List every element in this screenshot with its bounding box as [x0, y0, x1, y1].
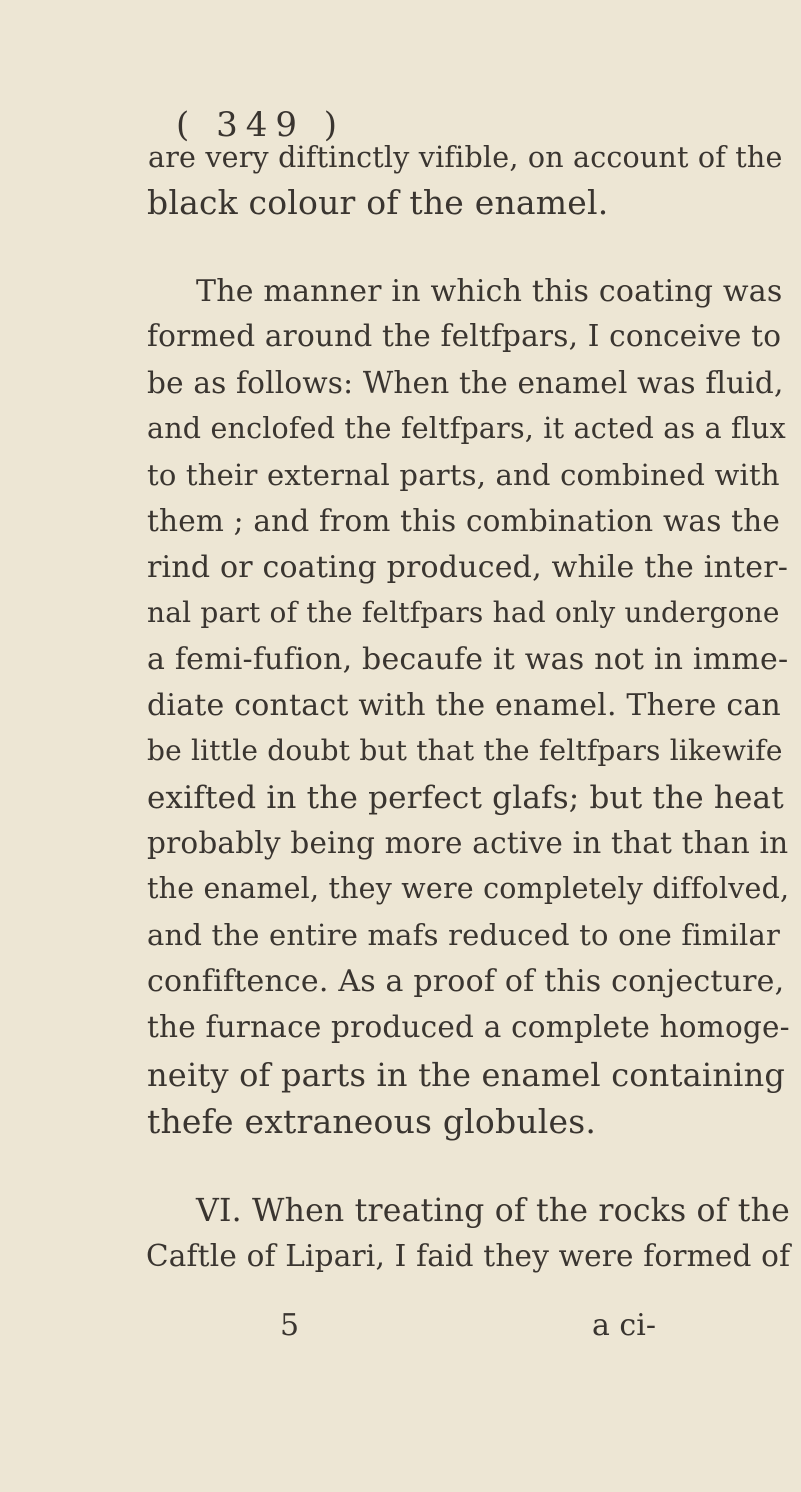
text-line-6: and enclofed the feltfpars, it acted as a flux — [147, 412, 786, 445]
text-line-19: the furnace produced a complete homoge- — [147, 1010, 790, 1044]
text-line-17: and the entire mafs reduced to one fimilar — [147, 918, 781, 952]
text-line-1: are very diftinctly vifible, on account of the — [148, 141, 783, 174]
text-line-20: neity of parts in the enamel containing — [147, 1056, 786, 1094]
text-line-2: black colour of the enamel. — [147, 183, 609, 222]
text-line-5: be as follows: When the enamel was fluid, — [147, 366, 784, 400]
text-line-13: be little doubt but that the feltfpars likewife — [147, 734, 783, 767]
text-line-11: a femi-fufion, becaufe it was not in imme- — [147, 642, 789, 677]
text-line-18: confiftence. As a proof of this conjecture, — [147, 964, 785, 999]
text-line-22: VI. When treating of the rocks of the — [196, 1193, 790, 1229]
catchword: a ci- — [592, 1308, 656, 1343]
text-line-15: probably being more active in that than in — [147, 826, 789, 860]
text-line-8: them ; and from this combination was the — [147, 504, 781, 538]
text-line-23: Caftle of Lipari, I faid they were formed of — [146, 1239, 791, 1273]
text-line-9: rind or coating produced, while the inter- — [147, 550, 789, 585]
text-line-14: exifted in the perfect glafs; but the heat — [147, 780, 784, 816]
text-line-3: The manner in which this coating was — [196, 274, 783, 309]
page-number-header: ( 349 ) — [176, 105, 346, 145]
text-line-21: thefe extraneous globules. — [147, 1102, 597, 1141]
signature-mark: 5 — [280, 1308, 300, 1343]
text-line-7: to their external parts, and combined with — [147, 458, 780, 492]
text-line-16: the enamel, they were completely diffolved, — [147, 872, 790, 905]
text-line-4: formed around the feltfpars, I conceive to — [147, 319, 782, 353]
text-line-12: diate contact with the enamel. There can — [147, 688, 781, 723]
text-line-10: nal part of the feltfpars had only undergone — [147, 596, 780, 629]
